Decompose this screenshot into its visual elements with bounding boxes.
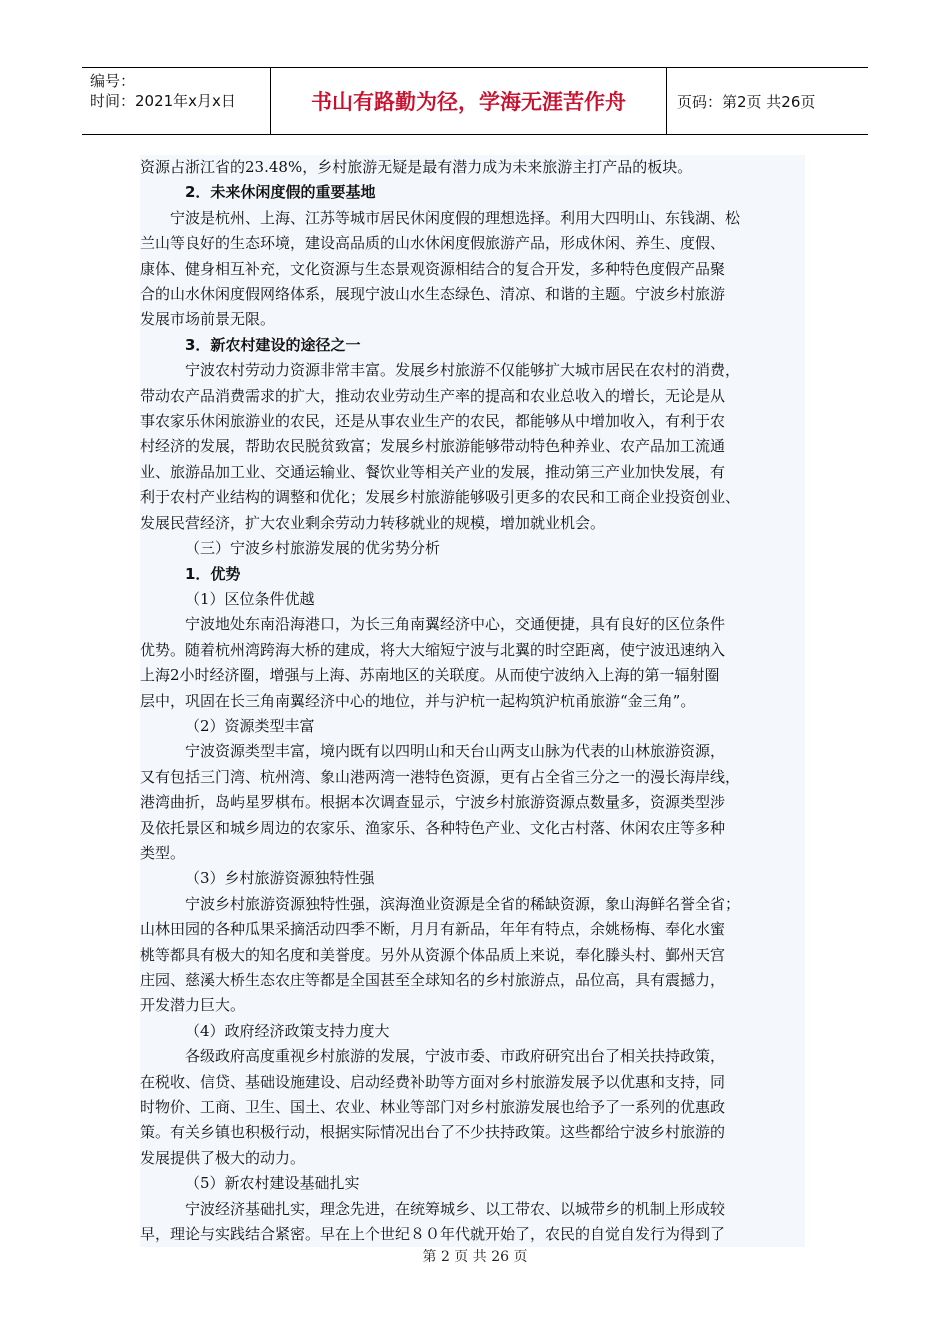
- text-line: 及依托景区和城乡周边的农家乐、渔家乐、各种特色产业、文化古村落、休闲农庄等多种: [140, 818, 726, 837]
- text-line: （5）新农村建设基础扎实: [185, 1174, 360, 1193]
- text-line: 宁波地处东南沿海港口，为长三角南翼经济中心，交通便捷，具有良好的区位条件: [185, 615, 726, 634]
- text-line: 事农家乐休闲旅游业的农民，还是从事农业生产的农民，都能够从中增加收入，有利于农: [140, 412, 726, 431]
- text-line: 资源占浙江省的23.48%，乡村旅游无疑是最有潜力成为未来旅游主打产品的板块。: [140, 158, 693, 176]
- text-line: 上海2小时经济圈，增强与上海、苏南地区的关联度。从而使宁波纳入上海的第一辐射圈: [140, 666, 720, 685]
- document-date: 时间：2021年x月x日: [90, 92, 236, 110]
- text-line: 庄园、慈溪大桥生态农庄等都是全国甚至全球知名的乡村旅游点，品位高，具有震撼力，: [140, 971, 726, 989]
- header-motto: 书山有路勤为径，学海无涯苦作舟: [271, 68, 667, 134]
- text-line: 开发潜力巨大。: [140, 996, 246, 1015]
- text-line: 宁波农村劳动力资源非常丰富。发展乡村旅游不仅能够扩大城市居民在农村的消费，: [185, 361, 741, 380]
- text-line: 兰山等良好的生态环境，建设高品质的山水休闲度假旅游产品，形成休闲、养生、度假、: [140, 234, 726, 253]
- text-line: 山林田园的各种瓜果采摘活动四季不断，月月有新品，年年有特点，余姚杨梅、奉化水蜜: [140, 920, 726, 939]
- text-line: 宁波是杭州、上海、江苏等城市居民休闲度假的理想选择。利用大四明山、东钱湖、松: [170, 208, 741, 227]
- header-page-info: 页码：第2页 共26页: [677, 92, 816, 111]
- document-body: [140, 155, 805, 1247]
- text-line: 2．未来休闲度假的重要基地: [185, 183, 376, 202]
- text-line: 合的山水休闲度假网络体系，展现宁波山水生态绿色、清凉、和谐的主题。宁波乡村旅游: [140, 285, 726, 304]
- text-line: 村经济的发展，帮助农民脱贫致富；发展乡村旅游能够带动特色种养业、农产品加工流通: [140, 437, 726, 456]
- text-line: 1．优势: [185, 564, 241, 583]
- text-line: 利于农村产业结构的调整和优化；发展乡村旅游能够吸引更多的农民和工商企业投资创业、: [140, 488, 741, 507]
- text-line: 宁波资源类型丰富，境内既有以四明山和天台山两支山脉为代表的山林旅游资源，: [185, 742, 726, 761]
- page-header: [82, 67, 868, 135]
- text-line: 宁波经济基础扎实，理念先进，在统筹城乡、以工带农、以城带乡的机制上形成较: [185, 1199, 726, 1218]
- text-line: 发展提供了极大的动力。: [140, 1148, 306, 1167]
- text-line: 桃等都具有极大的知名度和美誉度。另外从资源个体品质上来说，奉化滕头村、鄞州天宫: [140, 945, 726, 964]
- text-line: （三）宁波乡村旅游发展的优劣势分析: [185, 539, 441, 558]
- text-line: 宁波乡村旅游资源独特性强，滨海渔业资源是全省的稀缺资源，象山海鲜名誉全省；: [185, 894, 741, 913]
- text-line: 在税收、信贷、基础设施建设、启动经费补助等方面对乡村旅游发展予以优惠和支持，同: [140, 1072, 726, 1091]
- text-line: 优势。随着杭州湾跨海大桥的建成，将大大缩短宁波与北翼的时空距离，使宁波迅速纳入: [140, 640, 726, 659]
- document-number-label: 编号：: [90, 72, 136, 90]
- text-line: （3）乡村旅游资源独特性强: [185, 869, 375, 888]
- text-line: 3．新农村建设的途径之一: [185, 335, 361, 354]
- text-line: 时物价、工商、卫生、国土、农业、林业等部门对乡村旅游发展也给予了一系列的优惠政: [140, 1098, 726, 1117]
- text-line: 各级政府高度重视乡村旅游的发展，宁波市委、市政府研究出台了相关扶持政策，: [185, 1047, 726, 1066]
- text-line: 策。有关乡镇也积极行动，根据实际情况出台了不少扶持政策。这些都给宁波乡村旅游的: [140, 1123, 726, 1142]
- text-line: （2）资源类型丰富: [185, 716, 315, 735]
- text-line: 港湾曲折，岛屿星罗棋布。根据本次调查显示，宁波乡村旅游资源点数量多，资源类型涉: [140, 793, 726, 812]
- text-line: （4）政府经济政策支持力度大: [185, 1021, 390, 1040]
- text-line: 发展市场前景无限。: [140, 310, 276, 329]
- text-line: 康体、健身相互补充，文化资源与生态景观资源相结合的复合开发，多种特色度假产品聚: [140, 259, 726, 278]
- page-footer: 第 2 页 共 26 页: [422, 1249, 528, 1265]
- text-line: （1）区位条件优越: [185, 589, 315, 608]
- text-line: 类型。: [140, 843, 186, 862]
- text-line: 带动农产品消费需求的扩大，推动农业劳动生产率的提高和农业总收入的增长，无论是从: [140, 386, 726, 405]
- text-line: 业、旅游品加工业、交通运输业、餐饮业等相关产业的发展，推动第三产业加快发展，有: [140, 462, 726, 481]
- text-line: 发展民营经济，扩大农业剩余劳动力转移就业的规模，增加就业机会。: [140, 513, 606, 532]
- header-meta: [82, 68, 271, 134]
- text-line: 早，理论与实践结合紧密。早在上个世纪８０年代就开始了，农民的自觉自发行为得到了: [140, 1225, 726, 1244]
- text-line: 层中，巩固在长三角南翼经济中心的地位，并与沪杭一起构筑沪杭甬旅游“金三角”。: [140, 691, 696, 710]
- text-line: 又有包括三门湾、杭州湾、象山港两湾一港特色资源，更有占全省三分之一的漫长海岸线，: [140, 767, 741, 786]
